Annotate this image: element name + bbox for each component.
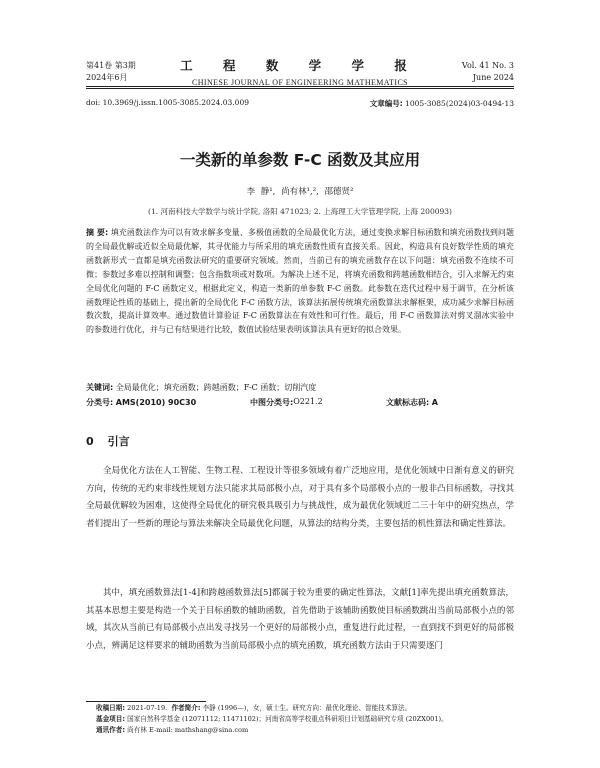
author-info: 李静 (1996—)，女，硕士生。研究方向：最优化理论、智能技术算法。	[202, 704, 412, 712]
document-code-label: 文献标志码:	[386, 398, 430, 407]
article-number	[370, 98, 514, 109]
author: 尚有林¹,²,	[281, 187, 319, 197]
paragraph	[86, 585, 514, 655]
corresponding-label: 通讯作者:	[96, 726, 126, 735]
volume-cn: 第41卷 第3期	[86, 61, 136, 70]
article-number-label: 文章编号:	[369, 99, 403, 108]
section-number: 0	[86, 435, 94, 448]
footnote-received	[96, 703, 514, 714]
volume-en: Vol. 41 No. 3	[461, 61, 514, 70]
header-right	[462, 60, 514, 84]
author: 李 静¹,	[246, 187, 276, 197]
author-list	[0, 185, 600, 197]
corresponding-info: 尚有林 E-mail: mathshang@sina.com	[127, 726, 249, 735]
journal-title-cn: 工 程 数 学 学 报	[180, 58, 420, 73]
paragraph-text: 全局优化方法在人工智能、生物工程、工程设计等很多领域有着广泛地应用，是优化领域中日渐有意义的研究方向，传统的无约束非线性规划方法只能求其局部极小点，对于具有多个局部极小点的一般非凸目标函数，寻找其全局最优解较为困难，这使得全局优化的研究极具吸引力与挑战性，成为最优化领域近二三十年中的研究热点，学者们提出了一些新的理论与算法来解决全局最优化问题，从算法的结构分类，主要包括的机性算法和确定性算法。	[86, 466, 514, 529]
doi-line	[86, 98, 514, 107]
abstract-label: 摘 要:	[86, 228, 109, 237]
footnotes	[96, 703, 514, 737]
header-rule-thin	[86, 88, 514, 89]
footnote-rule	[86, 701, 206, 702]
paper-title: 一类新的单参数 F-C 函数及其应用	[179, 151, 421, 169]
keywords-label: 关键词:	[86, 383, 114, 392]
clc-number-value: O221.2	[293, 397, 323, 406]
author-info-label: 作者简介:	[171, 704, 201, 712]
journal-title-en: CHINESE JOURNAL OF ENGINEERING MATHEMATICS	[191, 78, 409, 87]
clc-number-label: 中图分类号:	[250, 398, 294, 407]
class-number-value: AMS(2010) 90C30	[115, 398, 197, 407]
fund-info: 国家自然科学基金 (12071112; 11471102)；河南省高等学校重点科研项目计划基础研究专项 (20ZX001)。	[127, 715, 448, 724]
document-code-value: A	[431, 398, 438, 407]
affiliations: (1. 河南科技大学数学与统计学院, 洛阳 471023; 2. 上海理工大学管理学院, 上海 200093)	[148, 207, 452, 216]
class-number	[86, 397, 196, 408]
clc-number	[250, 397, 323, 408]
date-cn: 2024年6月	[86, 73, 128, 82]
doi[interactable]: doi: 10.3969/j.issn.1005-3085.2024.03.009	[86, 98, 249, 107]
keywords	[86, 382, 514, 393]
received-date: 2021-07-19.	[127, 704, 168, 712]
footnote-fund	[96, 714, 514, 725]
abstract	[86, 226, 514, 337]
section-title: 引言	[107, 435, 130, 448]
article-number-value: 1005-3085(2024)03-0494-13	[405, 99, 514, 108]
paragraph-text: 其中，填充函数算法[1-4]和跨越函数算法[5]都属于较为重要的确定性算法，文献[1]率先提出填充函数算法，其基本思想主要是构造一个关于目标函数的辅助函数，首先借助于该辅助函数使目标函数跳出当前局部极小点的邻域，其次从当前已有局部极小点出发寻找另一个更好的局部极小点，重复进行此过程，一直到找不到更好的局部极小点，辨满足这样要求的辅助函数为当前局部极小点的填充函数，填充函数方法由于只需要逐门	[86, 588, 514, 651]
section-heading	[86, 433, 130, 449]
document-code	[386, 397, 438, 408]
class-number-label: 分类号:	[86, 398, 114, 407]
header-rule	[86, 86, 514, 87]
author: 邵德贤²	[324, 187, 354, 197]
abstract-text: 填充函数法作为可以有效求解多变量、多极值函数的全局最优化方法，通过变换求解目标函数和填充函数找到问题的全局最优解或近似全局最优解，其寻优能力与所采用的填充函数性质有直接关系。因此，构造具有良好数学性质的填充函数新形式一直都是填充函数法研究的重要研究领域。然而，当前已有的填充函数存在以下问题：填充函数不连续不可微；参数过多难以控制和调整；包含指数项或对数项。为解决上述不足，将填充函数和跨越函数相结合，引入求解无约束全局优化问题的 F-C 函数定义，根据此定义，构造一类新的单参数 F-C 函数。此参数在迭代过程中易于调节，在分析该函数理论性质的基础上，提出新的全局优化 F-C 函数方法，该算法拓展传统填充函数算法求解框架，成功减少求解目标函数次数，提高计算效率。通过数值计算验证 F-C 函数算法在有效性和可行性。最后，用 F-C 函数算法对剪叉溜冰实验中的参数进行优化，并与已有结果进行比较，数值试验结果表明该算法具有更好的拟合效果。	[86, 228, 514, 335]
fund-label: 基金项目:	[96, 715, 126, 724]
keywords-text: 全局最优化；填充函数；跨越函数；F-C 函数；切削汽度	[115, 383, 317, 392]
received-label: 收稿日期:	[96, 704, 126, 712]
classification-row	[86, 397, 514, 409]
footnote-corresponding	[96, 725, 514, 736]
paragraph	[86, 463, 514, 533]
date-en: June 2024	[472, 73, 514, 82]
